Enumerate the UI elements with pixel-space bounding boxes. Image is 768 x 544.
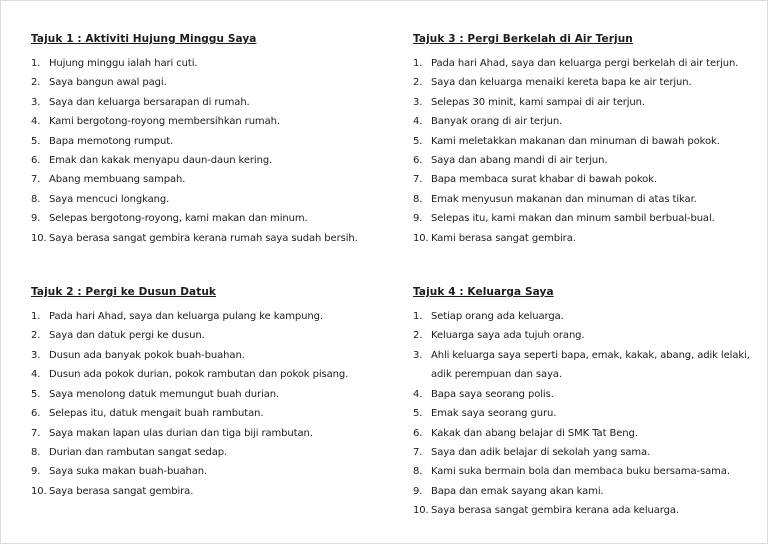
item-text: Saya dan adik belajar di sekolah yang sama. — [431, 446, 651, 458]
item-text: Banyak orang di air terjun. — [431, 116, 563, 128]
list-item — [413, 424, 755, 443]
list-item — [31, 54, 383, 73]
item-text: Bapa memotong rumput. — [49, 135, 174, 147]
item-text: Abang membuang sampah. — [49, 174, 186, 186]
list-item — [31, 385, 383, 404]
list-item — [413, 151, 755, 170]
item-text: Selepas bergotong-royong, kami makan dan minum. — [49, 213, 308, 225]
list-item — [413, 190, 755, 209]
item-text: Bapa dan emak sayang akan kami. — [431, 485, 604, 497]
item-number: 10. — [31, 232, 47, 244]
item-number: 7. — [31, 427, 41, 439]
item-text: Saya berasa sangat gembira. — [49, 485, 194, 497]
list-item — [31, 424, 383, 443]
list-item — [31, 307, 383, 326]
item-text: Kami suka bermain bola dan membaca buku bersama-sama. — [431, 466, 730, 478]
item-number: 8. — [413, 466, 423, 478]
item-number: 10. — [413, 232, 429, 244]
item-number: 10. — [413, 505, 429, 517]
list-item — [413, 209, 755, 228]
item-text: Saya dan keluarga bersarapan di rumah. — [49, 96, 250, 108]
item-number: 4. — [413, 388, 423, 400]
item-number: 5. — [31, 388, 41, 400]
item-text: Kami bergotong-royong membersihkan rumah. — [49, 116, 280, 128]
list-item — [413, 73, 755, 92]
item-number: 8. — [31, 193, 41, 205]
topic-title: Tajuk 2 : Pergi ke Dusun Datuk — [31, 286, 216, 299]
list-item — [413, 346, 755, 385]
item-text: Saya suka makan buah-buahan. — [49, 466, 208, 478]
list-item — [413, 93, 755, 112]
item-number: 3. — [413, 349, 423, 361]
item-text: Dusun ada pokok durian, pokok rambutan dan pokok pisang. — [49, 369, 349, 381]
item-text: Selepas itu, datuk mengait buah rambutan. — [49, 408, 264, 420]
topic-section — [31, 31, 383, 248]
list-item — [413, 170, 755, 189]
item-number: 5. — [413, 408, 423, 420]
item-number: 3. — [31, 96, 41, 108]
topic-section — [413, 31, 755, 248]
item-text: Setiap orang ada keluarga. — [431, 311, 564, 323]
list-item — [413, 326, 755, 345]
list-item — [31, 404, 383, 423]
list-item — [413, 482, 755, 501]
item-text: Emak saya seorang guru. — [431, 408, 557, 420]
item-number: 3. — [31, 349, 41, 361]
list-item — [413, 54, 755, 73]
item-number: 1. — [31, 311, 41, 323]
item-number: 8. — [413, 193, 423, 205]
column-left — [31, 31, 383, 527]
list-item — [413, 443, 755, 462]
column-right — [413, 31, 755, 527]
item-text: Keluarga saya ada tujuh orang. — [431, 330, 585, 342]
item-text: Emak menyusun makanan dan minuman di atas tikar. — [431, 193, 697, 205]
topic-list — [31, 307, 383, 501]
item-number: 2. — [413, 330, 423, 342]
list-item — [31, 112, 383, 131]
item-number: 8. — [31, 446, 41, 458]
list-item — [413, 229, 755, 248]
list-item — [413, 501, 755, 520]
list-item — [31, 482, 383, 501]
list-item — [31, 132, 383, 151]
item-text: Saya menolong datuk memungut buah durian. — [49, 388, 280, 400]
item-text: Kakak dan abang belajar di SMK Tat Beng. — [431, 427, 638, 439]
item-number: 7. — [31, 174, 41, 186]
item-number: 9. — [31, 213, 41, 225]
item-number: 1. — [413, 311, 423, 323]
list-item — [31, 190, 383, 209]
item-text: Saya mencuci longkang. — [49, 193, 170, 205]
item-number: 9. — [413, 485, 423, 497]
item-number: 9. — [31, 466, 41, 478]
item-number: 2. — [31, 330, 41, 342]
topic-list — [413, 307, 755, 520]
list-item — [31, 443, 383, 462]
topic-title: Tajuk 3 : Pergi Berkelah di Air Terjun — [413, 33, 633, 45]
item-number: 6. — [413, 427, 423, 439]
item-text: Saya dan keluarga menaiki kereta bapa ke air terjun. — [431, 77, 692, 89]
list-item — [31, 346, 383, 365]
list-item — [31, 326, 383, 345]
item-text: Bapa membaca surat khabar di bawah pokok. — [431, 174, 657, 186]
topic-title: Tajuk 1 : Aktiviti Hujung Minggu Saya — [31, 33, 257, 45]
item-text: Saya berasa sangat gembira kerana ada keluarga. — [431, 505, 679, 517]
item-text: Saya dan abang mandi di air terjun. — [431, 155, 608, 167]
item-number: 7. — [413, 446, 423, 458]
list-item — [31, 170, 383, 189]
item-number: 4. — [413, 116, 423, 128]
item-text: Dusun ada banyak pokok buah-buahan. — [49, 349, 245, 361]
item-number: 5. — [31, 135, 41, 147]
item-text: Durian dan rambutan sangat sedap. — [49, 446, 228, 458]
item-number: 10. — [31, 485, 47, 497]
list-item — [31, 151, 383, 170]
item-number: 7. — [413, 174, 423, 186]
topic-title: Tajuk 4 : Keluarga Saya — [413, 286, 554, 299]
item-text: Saya berasa sangat gembira kerana rumah saya sudah bersih. — [49, 232, 358, 244]
item-number: 5. — [413, 135, 423, 147]
list-item — [31, 229, 383, 248]
list-item — [413, 132, 755, 151]
list-item — [413, 385, 755, 404]
item-text: Pada hari Ahad, saya dan keluarga pergi berkelah di air terjun. — [431, 58, 739, 69]
item-number: 1. — [413, 58, 423, 69]
item-text: Selepas 30 minit, kami sampai di air terjun. — [431, 96, 645, 108]
list-item — [31, 462, 383, 481]
list-item — [31, 365, 383, 384]
item-text: Ahli keluarga saya seperti bapa, emak, kakak, abang, adik lelaki, adik perempuan dan saya. — [431, 349, 750, 381]
item-number: 9. — [413, 213, 423, 225]
list-item — [31, 93, 383, 112]
item-number: 6. — [413, 155, 423, 167]
item-text: Saya makan lapan ulas durian dan tiga biji rambutan. — [49, 427, 313, 439]
list-item — [413, 462, 755, 481]
item-number: 1. — [31, 58, 41, 69]
topic-list — [413, 54, 755, 248]
item-number: 6. — [31, 155, 41, 167]
list-item — [413, 112, 755, 131]
item-number: 6. — [31, 408, 41, 420]
item-text: Saya dan datuk pergi ke dusun. — [49, 330, 205, 342]
item-number: 3. — [413, 96, 423, 108]
topic-section — [413, 284, 755, 520]
item-text: Pada hari Ahad, saya dan keluarga pulang ke kampung. — [49, 311, 323, 323]
item-number: 4. — [31, 116, 41, 128]
list-item — [413, 307, 755, 326]
item-number: 2. — [413, 77, 423, 89]
item-text: Selepas itu, kami makan dan minum sambil berbual-bual. — [431, 213, 715, 225]
item-text: Saya bangun awal pagi. — [49, 77, 167, 89]
list-item — [31, 73, 383, 92]
item-number: 2. — [31, 77, 41, 89]
topic-list — [31, 54, 383, 248]
topic-section — [31, 284, 383, 501]
item-text: Bapa saya seorang polis. — [431, 388, 554, 400]
item-text: Hujung minggu ialah hari cuti. — [49, 58, 198, 69]
item-text: Kami berasa sangat gembira. — [431, 232, 576, 244]
list-item — [413, 404, 755, 423]
list-item — [31, 209, 383, 228]
item-number: 4. — [31, 369, 41, 381]
item-text: Kami meletakkan makanan dan minuman di bawah pokok. — [431, 135, 720, 147]
item-text: Emak dan kakak menyapu daun-daun kering. — [49, 155, 273, 167]
